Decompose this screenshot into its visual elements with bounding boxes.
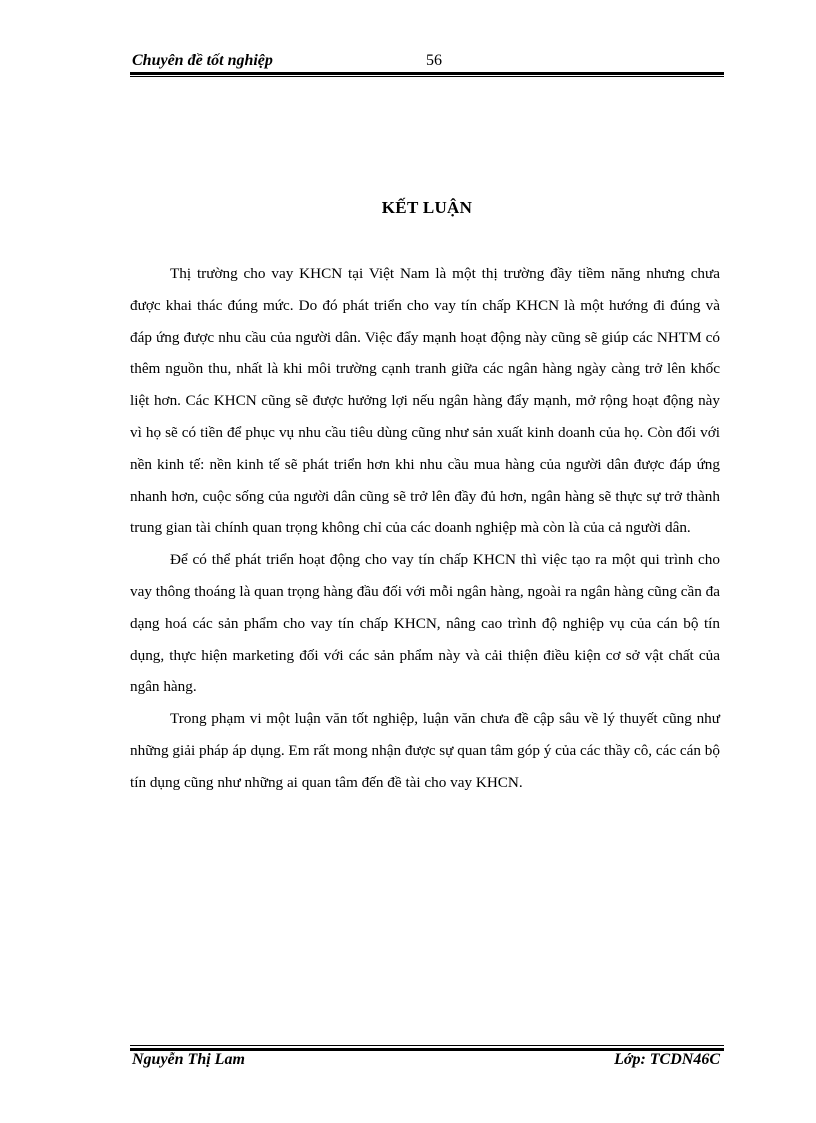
footer-author: Nguyễn Thị Lam [132, 1051, 245, 1068]
paragraph-3: Trong phạm vi một luận văn tốt nghiệp, luận văn chưa đề cập sâu về lý thuyết cũng như những giải pháp áp dụng. Em rất mong nhận được sự quan tâm góp ý của các thầy cô, các cán bộ tín dụng cũng như những ai quan tâm đến đề tài cho vay KHCN. [130, 710, 720, 791]
paragraph-2: Để có thể phát triển hoạt động cho vay tín chấp KHCN thì việc tạo ra một qui trình cho vay thông thoáng là quan trọng hàng đầu đối với mỗi ngân hàng, ngoài ra ngân hàng cũng cần đa dạng hoá các sản phẩm cho vay tín chấp KHCN, nâng cao trình độ nghiệp vụ của cán bộ tín dụng, thực hiện marketing đối với các sản phẩm này và cải thiện điều kiện cơ sở vật chất của ngân hàng. [130, 551, 720, 696]
header-title: Chuyên đề tốt nghiệp [132, 52, 273, 69]
header-rule-thin [130, 76, 724, 77]
paragraph-1: Thị trường cho vay KHCN tại Việt Nam là một thị trường đầy tiềm năng nhưng chưa được khai thác đúng mức. Do đó phát triển cho vay tín chấp KHCN là một hướng đi đúng và đáp ứng được nhu cầu của người dân. Việc đẩy mạnh hoạt động này cũng sẽ giúp các NHTM có thêm nguồn thu, nhất là khi môi trường cạnh tranh giữa các ngân hàng ngày càng trở lên khốc liệt hơn. Các KHCN cũng sẽ được hưởng lợi nếu ngân hàng đẩy mạnh, mở rộng hoạt động này vì họ sẽ có tiền để phục vụ nhu cầu tiêu dùng cũng như sản xuất kinh doanh của họ. Còn đối với nền kinh tế: nền kinh tế sẽ phát triển hơn khi nhu cầu mua hàng của người dân được đáp ứng nhanh hơn, cuộc sống của người dân cũng sẽ trở lên đầy đủ hơn, ngân hàng sẽ thực sự trở thành trung gian tài chính quan trọng không chỉ của các doanh nghiệp mà còn là của cả người dân. [130, 265, 720, 537]
page-header [130, 52, 724, 74]
footer-rule-thin [130, 1045, 724, 1046]
page-footer [130, 1051, 724, 1073]
section-heading: KẾT LUẬN [381, 198, 473, 217]
header-rule-thick [130, 72, 724, 75]
footer-class: Lớp: TCDN46C [614, 1051, 720, 1068]
page-number: 56 [426, 52, 442, 69]
document-body [130, 258, 720, 799]
